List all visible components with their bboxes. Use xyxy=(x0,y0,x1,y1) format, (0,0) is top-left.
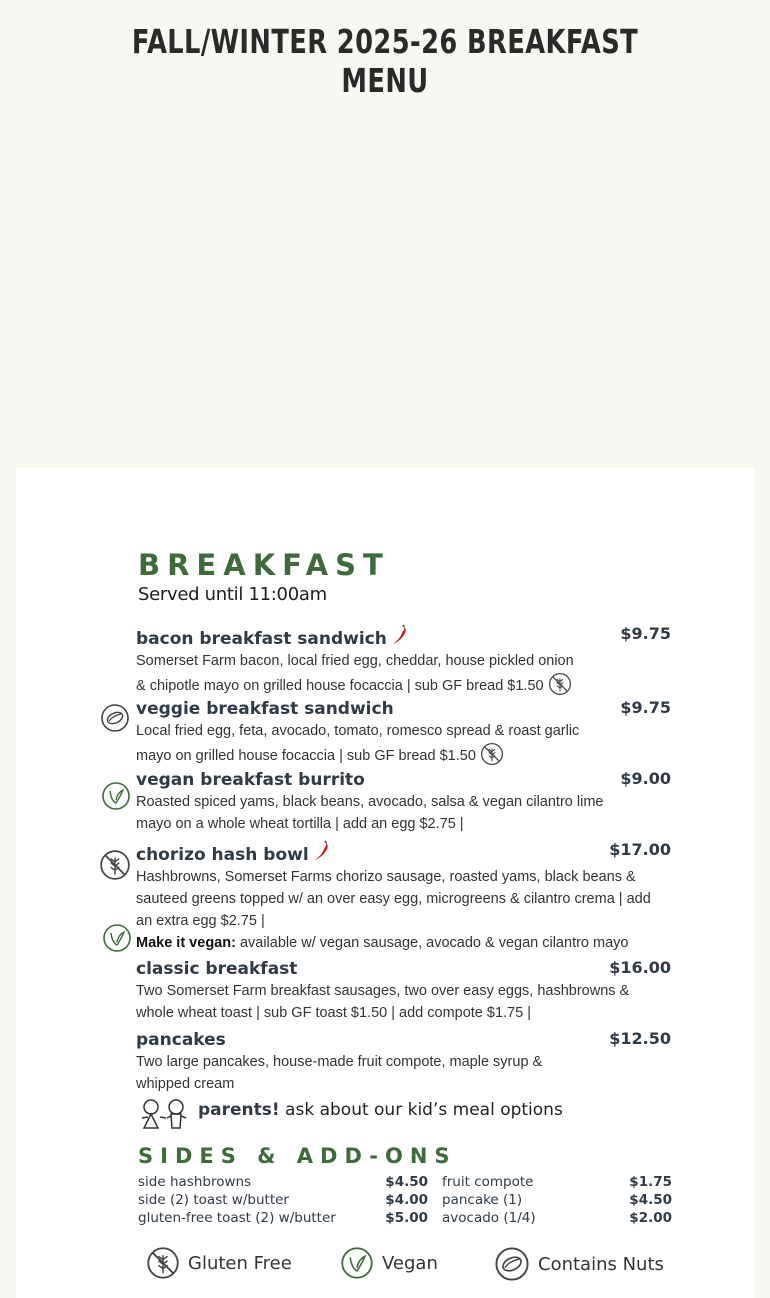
side-item: pancake (1) $4.50 xyxy=(442,1192,672,1208)
item-price: $12.50 xyxy=(609,1029,671,1048)
nut-icon xyxy=(100,703,130,733)
kids-icon xyxy=(136,1098,192,1130)
served-until: Served until 11:00am xyxy=(138,584,327,605)
kids-meal-note: parents! ask about our kid’s meal options xyxy=(198,1100,563,1120)
item-description: Local fried egg, feta, avocado, tomato, romesco spread & roast garlic mayo on grilled house focaccia | sub GF bread $1.50 xyxy=(136,723,580,764)
menu-item xyxy=(136,958,671,1024)
vegan-icon xyxy=(101,781,131,811)
gluten-free-icon xyxy=(146,1246,180,1280)
vegan-icon xyxy=(340,1246,374,1280)
side-item: gluten-free toast (2) w/butter $5.00 xyxy=(138,1210,428,1226)
gluten-free-icon xyxy=(480,742,504,766)
item-price: $17.00 xyxy=(609,840,671,859)
side-item: fruit compote $1.75 xyxy=(442,1174,672,1190)
side-item: side (2) toast w/butter $4.00 xyxy=(138,1192,428,1208)
item-description: Two large pancakes, house-made fruit compote, maple syrup & whipped cream xyxy=(136,1054,543,1092)
item-description: Somerset Farm bacon, local fried egg, cheddar, house pickled onion & chipotle mayo on grilled house focaccia | sub GF bread $1.50 xyxy=(136,653,574,694)
menu-image xyxy=(16,468,754,1298)
breakfast-heading: BREAKFAST xyxy=(138,548,390,582)
page-title: FALL/WINTER 2025-26 BREAKFAST MENU xyxy=(131,22,639,100)
nut-icon xyxy=(494,1246,530,1282)
item-name: classic breakfast xyxy=(136,959,298,979)
legend-item: Contains Nuts xyxy=(494,1246,664,1282)
item-name: veggie breakfast sandwich xyxy=(136,699,394,719)
legend-item: Gluten Free xyxy=(146,1246,292,1280)
menu-item xyxy=(136,769,671,835)
item-description: Roasted spiced yams, black beans, avocado, salsa & vegan cilantro lime mayo on a whole wheat tortilla | add an egg $2.75 | xyxy=(136,794,604,832)
spicy-icon xyxy=(313,840,331,862)
legend-item: Vegan xyxy=(340,1246,438,1280)
item-price: $9.75 xyxy=(620,698,671,717)
item-price: $16.00 xyxy=(609,958,671,977)
item-description: Hashbrowns, Somerset Farms chorizo sausage, roasted yams, black beans & sauteed greens topped w/ an over easy egg, microgreens & cilantro crema | add an extra egg $2.75 | xyxy=(136,869,651,929)
vegan-icon xyxy=(102,923,132,953)
make-it-vegan-note: Make it vegan: available w/ vegan sausage, avocado & vegan cilantro mayo xyxy=(136,935,629,951)
menu-item xyxy=(136,698,671,767)
item-name: chorizo hash bowl xyxy=(136,845,309,865)
sides-right-list xyxy=(442,1174,672,1228)
item-name: bacon breakfast sandwich xyxy=(136,629,387,649)
side-item: avocado (1/4) $2.00 xyxy=(442,1210,672,1226)
side-item: side hashbrowns $4.50 xyxy=(138,1174,428,1190)
item-price: $9.00 xyxy=(620,769,671,788)
menu-item xyxy=(136,624,671,697)
sides-heading: SIDES & ADD-ONS xyxy=(138,1144,457,1168)
dietary-legend xyxy=(146,1246,706,1286)
item-name: pancakes xyxy=(136,1030,226,1050)
gluten-free-icon xyxy=(99,849,131,881)
item-description: Two Somerset Farm breakfast sausages, two over easy eggs, hashbrowns & whole wheat toast | sub GF toast $1.50 | add compote $1.75 | xyxy=(136,983,630,1021)
menu-item xyxy=(136,1029,671,1095)
menu-item xyxy=(136,840,671,954)
gluten-free-icon xyxy=(548,672,572,696)
item-name: vegan breakfast burrito xyxy=(136,770,365,790)
spicy-icon xyxy=(391,624,409,646)
sides-left-list xyxy=(138,1174,428,1228)
item-price: $9.75 xyxy=(620,624,671,643)
